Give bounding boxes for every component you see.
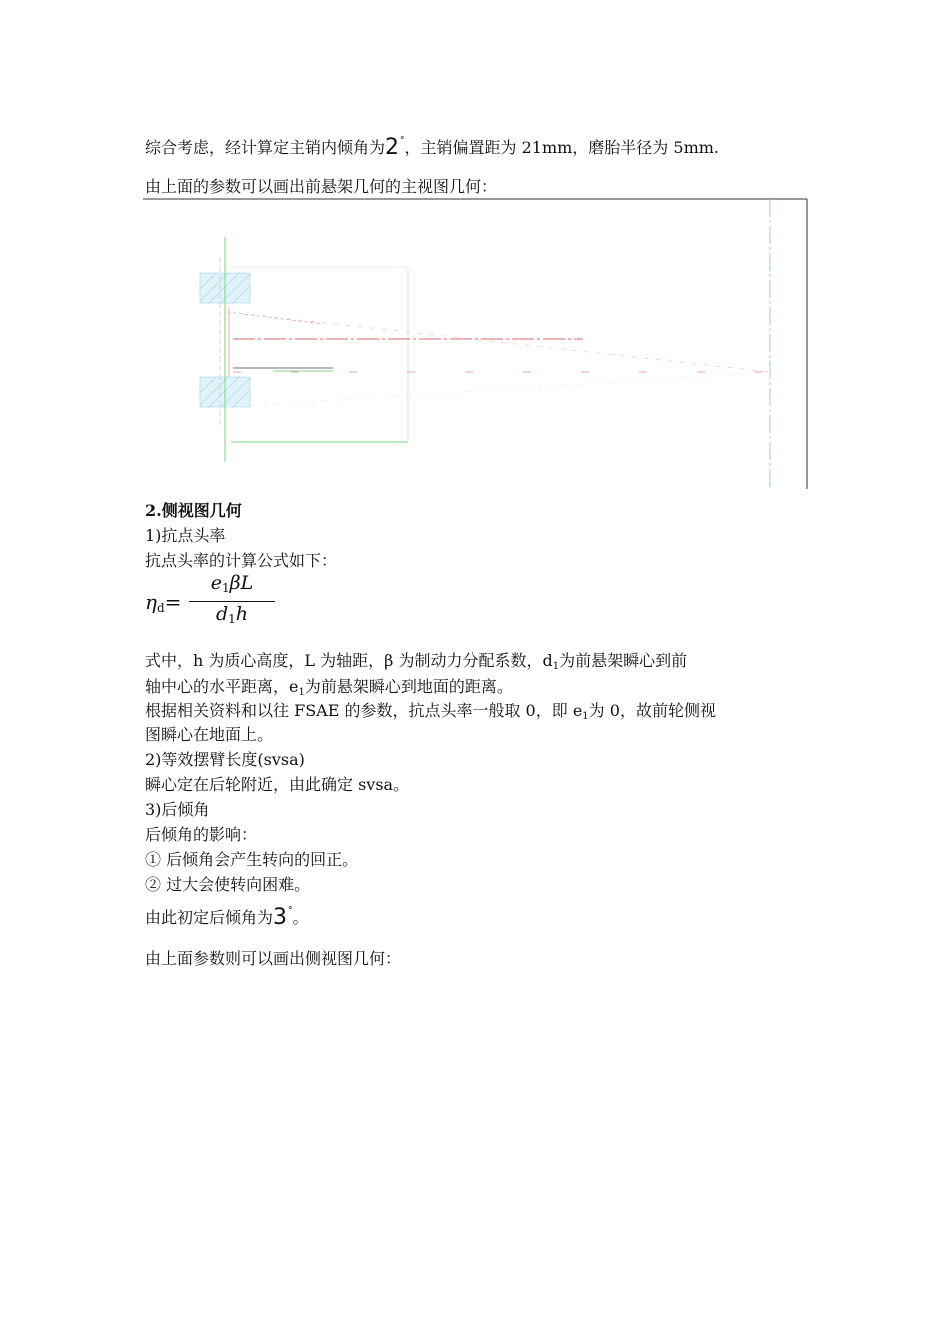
caster-conclusion — [145, 900, 309, 929]
sub3-intro: 后倾角的影响： — [145, 825, 258, 844]
numerator-rest: βL — [229, 572, 254, 594]
caster-text-after: 。 — [292, 908, 309, 927]
degree-symbol: ° — [400, 136, 405, 146]
sub2-text: 瞬心定在后轮附近，由此确定 svsa。 — [145, 775, 410, 794]
kingpin-angle-value: 2 — [385, 135, 400, 160]
denominator-sub: 1 — [228, 612, 236, 626]
sub2-title: 2)等效摆臂长度(svsa) — [145, 750, 305, 769]
formula-eta: η — [145, 590, 157, 614]
denominator-rest: h — [235, 603, 249, 625]
desc-line-3-b: 为 0，故前轮侧视 — [588, 701, 716, 720]
sub1-intro: 抗点头率的计算公式如下： — [145, 551, 338, 570]
numerator-sub: 1 — [222, 581, 230, 595]
kingpin-text-before: 综合考虑，经计算定主销内倾角为 — [145, 138, 386, 157]
desc-line-2-a: 轴中心的水平距离，e — [145, 677, 299, 696]
kingpin-text-after: ，主销偏置距为 21mm，磨胎半径为 5mm. — [404, 138, 720, 157]
formula-equals: = — [164, 590, 182, 614]
numerator-e: e — [210, 572, 222, 594]
sub1-title: 1)抗点头率 — [145, 526, 226, 545]
desc-line-1-b: 为前悬架瞬心到前 — [559, 651, 688, 670]
formula-eta-sub: d — [156, 601, 165, 615]
closing-paragraph: 由上面参数则可以画出侧视图几何： — [145, 949, 402, 968]
formula-denominator — [187, 603, 277, 626]
formula-lhs — [145, 590, 181, 615]
desc-line-1 — [145, 650, 687, 678]
caster-text-before: 由此初定后倾角为 — [145, 908, 274, 927]
denominator-d: d — [215, 603, 229, 625]
paragraph-front-view-intro: 由上面的参数可以画出前悬架几何的主视图几何： — [145, 177, 498, 196]
sub3-item-2: ② 过大会使转向困难。 — [145, 875, 311, 894]
upright-lines — [220, 199, 770, 487]
paragraph-kingpin — [145, 130, 719, 159]
desc-line-3-sub: 1 — [582, 711, 589, 722]
formula-numerator — [187, 572, 277, 595]
control-arms — [225, 267, 770, 442]
sub3-item-1: ① 后倾角会产生转向的回正。 — [145, 850, 359, 869]
desc-line-4: 图瞬心在地面上。 — [145, 725, 274, 744]
desc-line-1-a: 式中，h 为质心高度，L 为轴距，β 为制动力分配系数，d — [145, 651, 553, 670]
figure-frame — [143, 199, 807, 489]
desc-line-2-sub: 1 — [298, 687, 305, 698]
desc-line-3-a: 根据相关资料和以往 FSAE 的参数，抗点头率一般取 0，即 e — [145, 701, 583, 720]
caster-angle-value: 3 — [273, 905, 288, 930]
degree-symbol-caster: ° — [288, 906, 293, 916]
sub3-title: 3)后倾角 — [145, 800, 210, 819]
desc-line-2-b: 为前悬架瞬心到地面的距离。 — [304, 677, 513, 696]
front-suspension-front-view-drawing — [143, 197, 808, 489]
fraction-bar — [189, 601, 275, 602]
desc-line-1-sub: 1 — [552, 661, 560, 672]
section-heading: 2.侧视图几何 — [145, 501, 242, 520]
